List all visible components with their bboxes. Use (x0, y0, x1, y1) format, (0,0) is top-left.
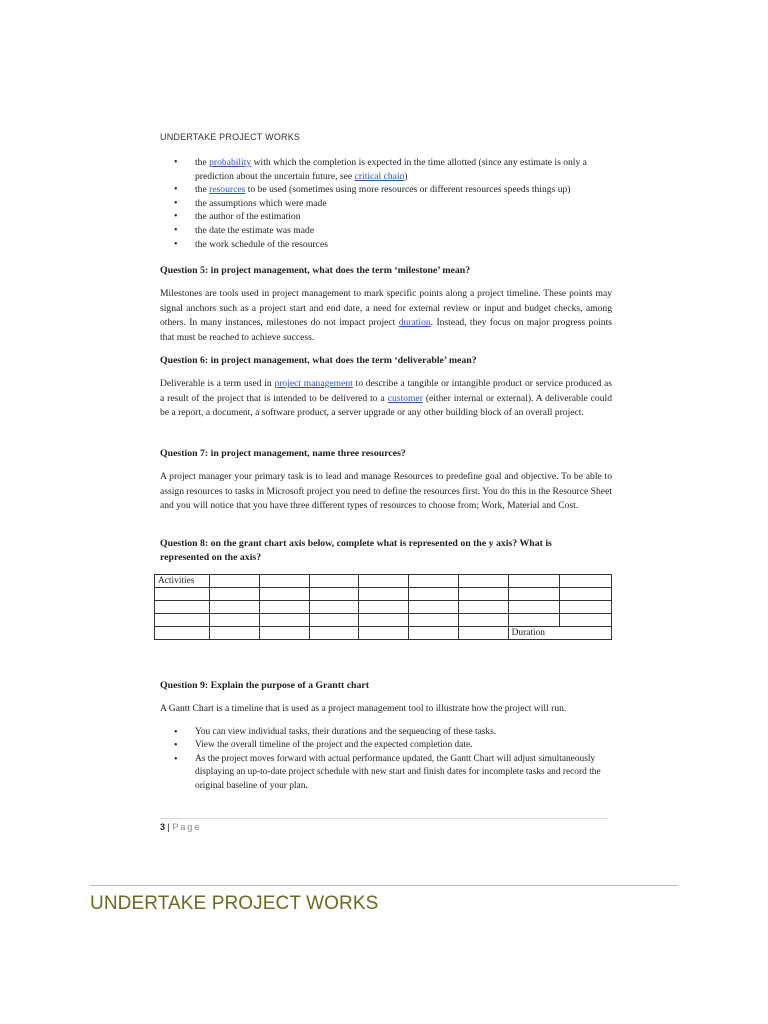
page-number: 3 (160, 822, 166, 832)
question-8-heading: Question 8: on the grant chart axis below, complete what is represented on the y axis? What is represented on the axis? (160, 538, 552, 563)
probability-link[interactable]: probability (209, 157, 252, 168)
customer-link[interactable]: customer (387, 392, 423, 404)
table-cell (458, 575, 508, 588)
list-item: • the author of the estimation (160, 210, 620, 224)
document-header-title: UNDERTAKE PROJECT WORKS (90, 893, 379, 914)
running-header: UNDERTAKE PROJECT WORKS (160, 132, 301, 142)
list-item: • You can view individual tasks, their durations and the sequencing of these tasks. (160, 726, 620, 739)
list-item: • the date the estimate was made (160, 224, 620, 238)
list-item: • View the overall timeline of the project and the expected completion date. (160, 739, 620, 752)
question-9-heading: Question 9: Explain the purpose of a Grantt chart (160, 680, 370, 691)
answer-5-paragraph: Milestones are tools used in project management to mark specific points along a project timeline. These points may signal anchors such as a project start and end date, a need for external review or input and budget checks, among others. In many instances, milestones do not impact project duration. Instead, they focus on major progress points that must be reached to achieve success. (160, 288, 612, 343)
answer-7-paragraph: A project manager your primary task is to lead and manage Resources to predefine goal and objective. To be able to assign resources to tasks in Microsoft project you need to define the resources first. You do this in the Resource Sheet and you will notice that you have three different types of resources to choose from; Work, Material and Cost. (160, 471, 612, 512)
list-item: • the assumptions which were made (160, 197, 620, 211)
answer-6-paragraph: Deliverable is a term used in project management to describe a tangible or intangible product or service produced as a result of the project that is intended to be delivered to a customer (either internal or external). A deliverable could be a report, a document, a software product, a server upgrade or any other building block of an overall project. (160, 378, 612, 419)
list-item: • the probability with which the completion is expected in the time allotted (since any estimate is only a prediction about the uncertain future, see critical chain) (160, 156, 620, 183)
table-cell: Duration (508, 627, 611, 640)
critical-chain-link[interactable]: critical chain (354, 170, 405, 182)
header-divider (90, 885, 678, 886)
table-cell (359, 575, 409, 588)
table-cell (309, 575, 359, 588)
project-management-link[interactable]: project management (274, 378, 353, 389)
answer-9-paragraph: A Gantt Chart is a timeline that is used as a project management tool to illustrate how the project will run. (160, 703, 567, 714)
list-item: • the work schedule of the resources (160, 238, 620, 252)
gantt-bullet-list (160, 726, 620, 793)
list-item: • As the project moves forward with actual performance updated, the Gantt Chart will adjust simultaneously displaying an up-to-date project schedule with new start and finish dates for incomplete tasks and record the original baseline of your plan. (160, 753, 620, 793)
page-label: Page (172, 822, 202, 832)
table-cell: Activities (155, 575, 210, 588)
page-footer: 3 | Page (160, 822, 202, 832)
duration-link[interactable]: duration (398, 317, 431, 329)
question-5-heading: Question 5: in project management, what does the term ‘milestone’ mean? (160, 265, 471, 276)
table-cell (560, 575, 612, 588)
table-cell (210, 575, 260, 588)
table-cell (508, 575, 560, 588)
gantt-axis-table (154, 574, 612, 640)
list-item: • the resources to be used (sometimes using more resources or different resources speeds things up) (160, 183, 620, 197)
footer-divider (160, 818, 608, 819)
resources-link[interactable]: resources (209, 184, 246, 196)
table-cell (259, 575, 309, 588)
table-cell (409, 575, 459, 588)
estimate-bullet-list (160, 156, 620, 251)
question-6-heading: Question 6: in project management, what does the term ‘deliverable’ mean? (160, 355, 477, 366)
question-7-heading: Question 7: in project management, name three resources? (160, 448, 406, 459)
